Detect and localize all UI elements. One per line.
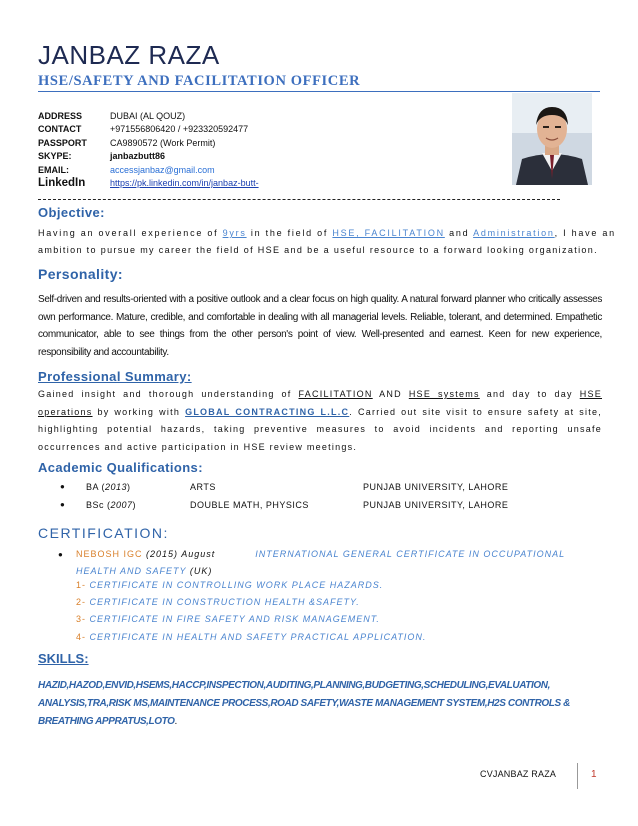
bullet-icon: ● <box>58 550 64 559</box>
personality-text: Self-driven and results-oriented with a positive outlook and a clear focus on high quality. A natural forward planner who critically assesses own performance. Mature, credible, and comfortable in dealing with all managerial levels. Reliable, tolerant, and determined. Empathetic communicator, able to see things from the other person's point of view. Well-presented and earnest. Keen for new experience, responsibility and accountability. <box>38 294 602 358</box>
text-segment: Gained insight and thorough understanding of <box>38 389 299 399</box>
objective-text <box>38 225 616 258</box>
contact-row-phone <box>38 123 259 136</box>
candidate-name: JANBAZ RAZA <box>38 40 220 70</box>
objective-line-2: ambition to pursue my career the field of HSE and be a useful resource to a forward looking organization. <box>38 244 598 255</box>
footer-text: CVJANBAZ RAZA <box>480 769 557 779</box>
text-segment: in the field of <box>246 228 333 238</box>
certification-name: NEBOSH IGC <box>76 549 143 559</box>
skills-text <box>38 677 604 731</box>
contact-label: EMAIL: <box>38 164 69 175</box>
contact-row-address <box>38 110 259 123</box>
item-text: CERTIFICATE IN HEALTH AND SAFETY PRACTICAL APPLICATION. <box>89 632 427 642</box>
item-text: CERTIFICATE IN CONSTRUCTION HEALTH &SAFETY. <box>89 597 360 607</box>
contact-value: CA9890572 (Work Permit) <box>110 137 216 148</box>
professional-summary-heading: Professional Summary: <box>38 369 192 384</box>
text-segment: AND <box>372 389 409 399</box>
bullet-icon: ● <box>60 482 66 491</box>
section-divider <box>38 199 560 200</box>
degree-suffix: ) <box>132 500 137 510</box>
skills-end: . <box>174 716 177 727</box>
profile-photo <box>512 93 592 185</box>
keyword-hse-operations: HSE operations <box>38 389 602 417</box>
degree-year: 2013 <box>105 482 128 492</box>
contact-row-email <box>38 164 259 177</box>
degree-suffix: ) <box>127 482 131 492</box>
contact-label: LinkedIn <box>38 177 86 190</box>
contact-value: DUBAI (AL QOUZ) <box>110 111 186 121</box>
degree-subject: DOUBLE MATH, PHYSICS <box>190 500 309 510</box>
item-text: CERTIFICATE IN FIRE SAFETY AND RISK MANAGEMENT. <box>89 614 380 624</box>
job-title: HSE/SAFETY AND FACILITATION OFFICER <box>38 73 361 89</box>
degree <box>86 500 136 510</box>
linkedin-link[interactable]: https://pk.linkedin.com/in/janbaz-butt- <box>110 178 259 189</box>
certification-item <box>76 614 380 624</box>
contact-value: +971556806420 / +923320592477 <box>110 124 249 135</box>
text-segment: and <box>444 228 474 238</box>
contact-label: CONTACT <box>38 124 82 135</box>
field-administration: Administration <box>473 228 555 238</box>
degree-name: BSc ( <box>86 500 111 510</box>
degree-institution: PUNJAB UNIVERSITY, LAHORE <box>363 482 509 492</box>
skills-heading: SKILLS: <box>38 651 89 666</box>
contact-row-skype <box>38 150 259 163</box>
contact-row-passport <box>38 137 259 150</box>
keyword-hse-systems: HSE systems <box>408 389 480 399</box>
academic-row <box>60 500 560 512</box>
certification-main <box>58 546 602 580</box>
text-segment: and day to day <box>479 389 580 399</box>
contact-label: ADDRESS <box>38 111 83 121</box>
certification-date: (2015) August <box>142 549 216 559</box>
degree-year: 2007 <box>110 500 133 510</box>
item-number: 4- <box>76 632 87 642</box>
contact-label: PASSPORT <box>38 137 87 148</box>
contact-value: janbazbutt86 <box>110 151 166 162</box>
certification-item <box>76 597 360 607</box>
text-segment: by working with <box>92 406 186 417</box>
text-segment: Having an overall experience of <box>38 228 223 238</box>
professional-summary-text <box>38 386 602 456</box>
objective-line-1 <box>38 225 616 242</box>
academic-row <box>60 482 560 494</box>
certification-heading: CERTIFICATION: <box>38 525 169 541</box>
certification-text <box>58 546 602 580</box>
skills-list: HAZID,HAZOD,ENVID,HSEMS,HACCP,INSPECTION,AUDITING,PLANNING,BUDGETING,SCHEDULING,EVALUATION, ANALYSIS,TRA,RISK MS,MAINTENANCE PROCESS,ROAD SAFETY,WASTE MANAGEMENT SYSTEM,H2S CONTROLS & BREATHING APPRATUS,LOTO <box>38 680 570 727</box>
keyword-facilitation: FACILITATION <box>298 389 373 399</box>
contact-row-linkedin <box>38 177 259 190</box>
item-number: 3- <box>76 614 87 624</box>
experience-years: 9yrs <box>222 228 247 238</box>
objective-heading: Objective: <box>38 205 105 220</box>
personality-heading: Personality: <box>38 266 123 282</box>
item-number: 2- <box>76 597 87 607</box>
certification-item <box>76 580 383 590</box>
item-number: 1- <box>76 580 87 590</box>
academic-heading: Academic Qualifications: <box>38 460 203 475</box>
degree <box>86 482 131 492</box>
field-hse: HSE, FACILITATION <box>332 228 445 238</box>
email-link[interactable]: accessjanbaz@gmail.com <box>110 164 215 175</box>
degree-institution: PUNJAB UNIVERSITY, LAHORE <box>363 500 509 510</box>
certification-description: INTERNATIONAL GENERAL CERTIFICATE IN OCCUPATIONAL HEALTH AND SAFETY <box>76 549 565 576</box>
degree-name: BA ( <box>86 482 106 492</box>
portrait-image <box>512 93 592 185</box>
text-segment: . Carried out site visit to ensure safety at site, highlighting potential hazards, taking preventive measures to avoid incidents and reporting unsafe occurrences and active participation in HSE review meetings. <box>38 406 603 452</box>
certification-item <box>76 632 426 642</box>
item-text: CERTIFICATE IN CONTROLLING WORK PLACE HAZARDS. <box>89 580 384 590</box>
certification-country: (UK) <box>186 566 213 576</box>
footer-divider <box>577 763 578 789</box>
title-divider <box>38 91 600 92</box>
text-segment: , I have an <box>554 228 616 238</box>
contact-label: SKYPE: <box>38 151 72 162</box>
bullet-icon: ● <box>60 500 66 509</box>
contact-block <box>38 110 259 190</box>
degree-subject: ARTS <box>190 482 216 492</box>
company-name: GLOBAL CONTRACTING L.L.C <box>185 406 350 417</box>
page-number: 1 <box>591 769 597 780</box>
